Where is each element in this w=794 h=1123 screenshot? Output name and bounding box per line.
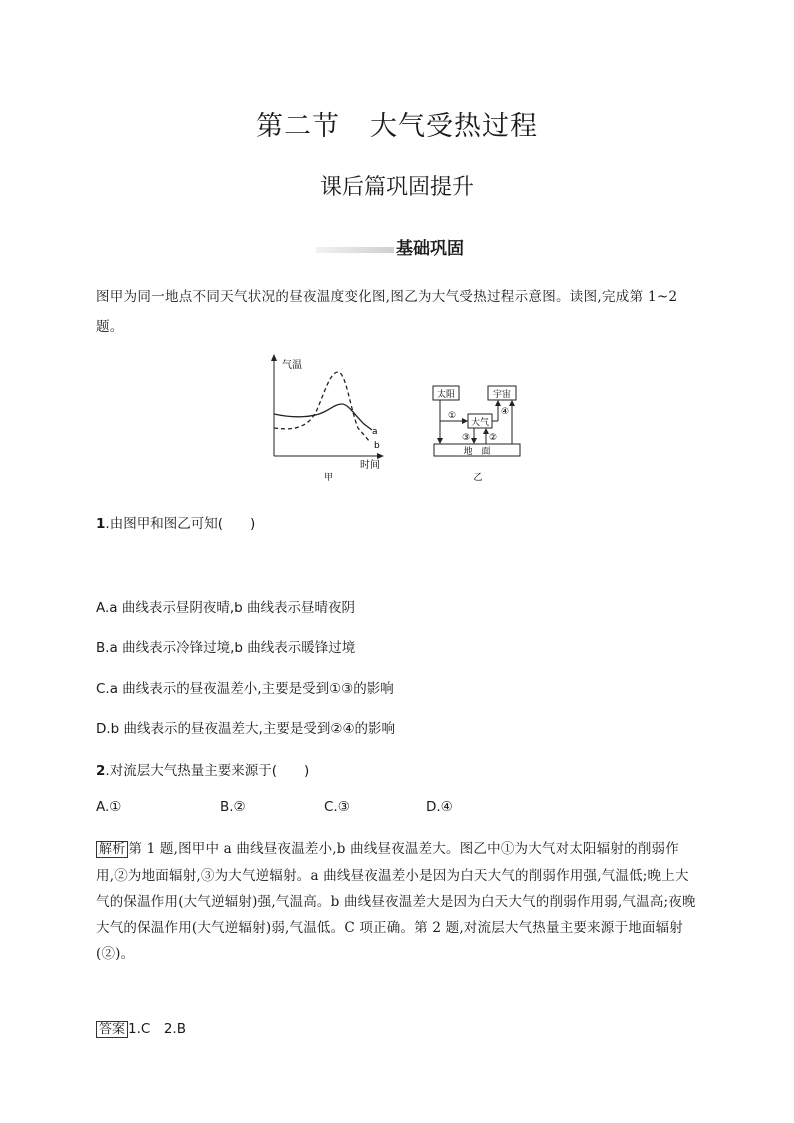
yi-space-label: 宇宙: [492, 390, 512, 400]
figure-jia: [262, 352, 392, 484]
yi-arrowhead-solar: [437, 438, 443, 444]
analysis-tag: 解析: [96, 841, 128, 858]
question-1-stem: .由图甲和图乙可知( ): [105, 516, 256, 532]
analysis-text: 第 1 题,图甲中 a 曲线昼夜温差小,b 曲线昼夜温差大。图乙中①为大气对太阳辐射的削弱作用,②为地面辐射,③为大气逆辐射。a 曲线昼夜温差小是因为白天大气的削弱作用强,气温低;晚上大气的保温作用(大气逆辐射)强,气温高。b 曲线昼夜温差大是因为白天大气的削弱作用弱,气温高;夜晚大气的保温作用(大气逆辐射)弱,气温低。C 项正确。第 2 题,对流层大气热量主要来源于地面辐射(②)。: [96, 841, 696, 962]
jia-caption: 甲: [324, 473, 334, 483]
yi-number-1: ①: [447, 411, 457, 421]
yi-arrowhead-3: [471, 438, 477, 444]
section-heading: [316, 234, 464, 259]
yi-number-2: ②: [488, 433, 498, 443]
yi-number-4: ④: [500, 407, 510, 417]
yi-ground-label: 地 面: [463, 447, 491, 457]
section-bar-decoration: [316, 247, 394, 253]
intro-paragraph: 图甲为同一地点不同天气状况的昼夜温度变化图,图乙为大气受热过程示意图。读图,完成第 1~2 题。: [96, 289, 678, 335]
jia-label-a: a: [372, 427, 378, 437]
yi-caption: 乙: [473, 473, 483, 483]
figure-yi: [430, 382, 526, 484]
yi-number-3: ③: [461, 433, 471, 443]
q2-option-c[interactable]: C.③: [324, 799, 350, 815]
yi-arrowhead-1: [462, 418, 468, 424]
yi-atmosphere-label: 大气: [470, 418, 490, 428]
jia-curve-b: [274, 372, 370, 442]
jia-x-arrow: [377, 453, 384, 459]
q2-option-a[interactable]: A.①: [96, 799, 122, 815]
yi-arrowhead-4: [495, 400, 501, 406]
question-2-number: 2: [96, 763, 106, 779]
q2-option-b[interactable]: B.②: [220, 799, 246, 815]
yi-arrowhead-ground-space: [509, 400, 515, 406]
page-subtitle: 课后篇巩固提升: [319, 175, 474, 200]
answer-block: [96, 1017, 186, 1037]
yi-sun-label: 太阳: [436, 390, 456, 400]
answer-tag: 答案: [96, 1021, 128, 1038]
section-heading-label: 基础巩固: [396, 239, 464, 259]
jia-x-label: 时间: [360, 460, 380, 471]
jia-y-label: 气温: [282, 360, 302, 371]
question-2: [96, 759, 309, 779]
q1-option-a[interactable]: A.a 曲线表示昼阴夜晴,b 曲线表示昼晴夜阴: [96, 600, 356, 616]
jia-curve-a: [274, 404, 372, 430]
q2-option-d[interactable]: D.④: [426, 799, 453, 815]
analysis-block: [96, 836, 700, 967]
page-title: [0, 104, 794, 143]
q1-option-b[interactable]: B.a 曲线表示冷锋过境,b 曲线表示暖锋过境: [96, 640, 356, 656]
title-section-number: 第二节: [256, 111, 340, 142]
question-2-stem: .对流层大气热量主要来源于( ): [105, 763, 310, 779]
question-1: [96, 512, 255, 532]
title-topic: 大气受热过程: [370, 111, 538, 142]
q1-option-d[interactable]: D.b 曲线表示的昼夜温差大,主要是受到②④的影响: [96, 721, 396, 737]
question-1-number: 1: [96, 516, 106, 532]
jia-label-b: b: [374, 441, 380, 451]
answer-text: 1.C 2.B: [128, 1021, 186, 1037]
q1-option-c[interactable]: C.a 曲线表示的昼夜温差小,主要是受到①③的影响: [96, 681, 394, 697]
jia-y-arrow: [271, 354, 277, 361]
